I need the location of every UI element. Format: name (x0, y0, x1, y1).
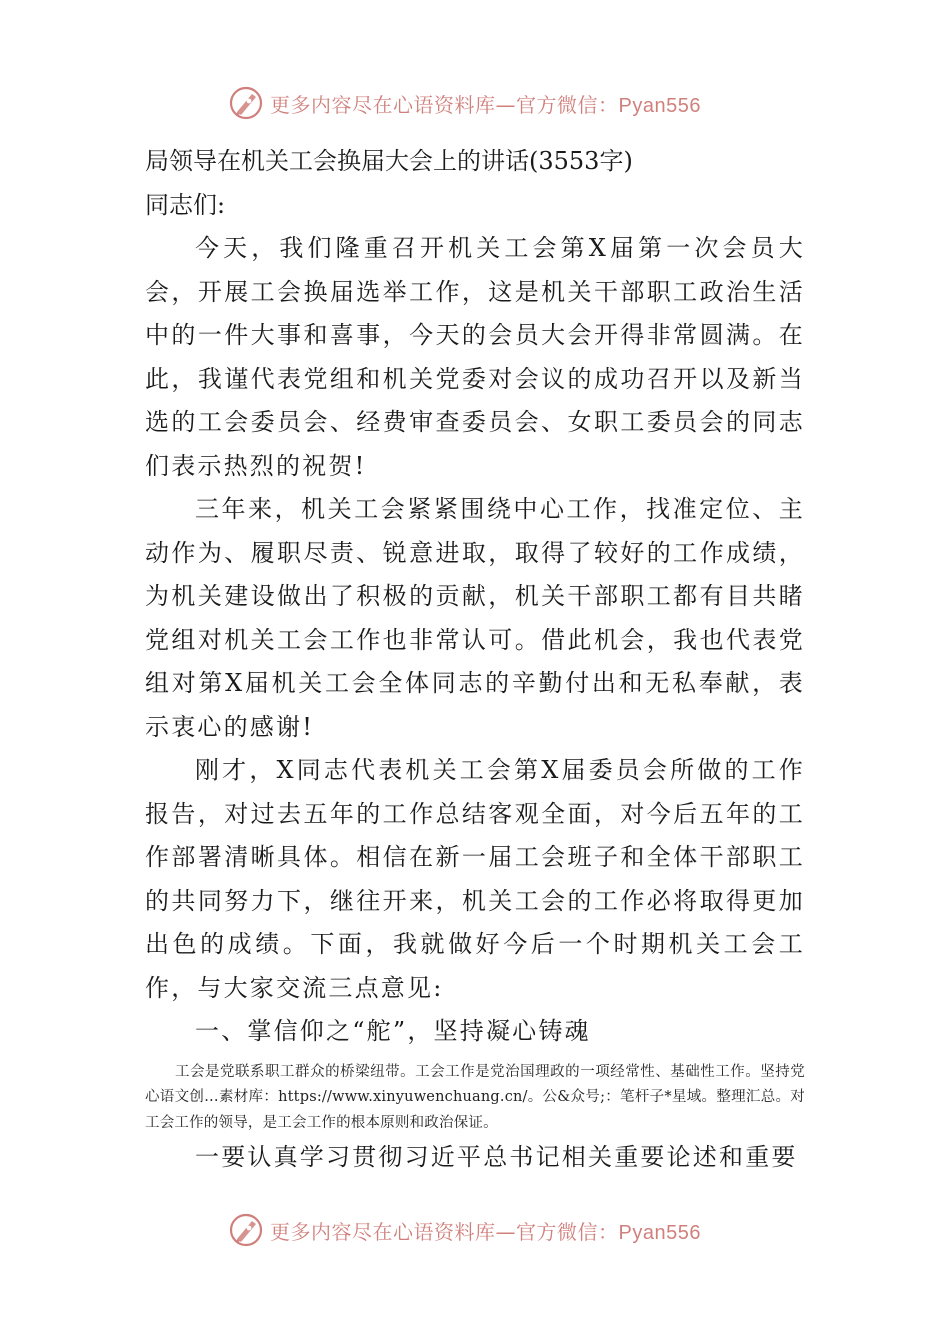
pen-logo-icon (228, 1212, 264, 1248)
header-banner (228, 83, 748, 123)
banner-account: Pyan556 (618, 94, 701, 117)
banner-text: 更多内容尽在心语资料库—官方微信：Pyan556 (270, 92, 701, 117)
footer-banner (228, 1210, 748, 1250)
document-title: 局领导在机关工会换届大会上的讲话(3553字) (145, 147, 633, 175)
pen-logo-icon (228, 85, 264, 121)
paragraph: 今天，我们隆重召开机关工会第X届第一次会员大会，开展工会换届选举工作，这是机关干部职工政治生活中的一件大事和喜事，今天的会员大会开得非常圆满。在此，我谨代表党组和机关党委对会议的成功召开以及新当选的工会委员会、经费审查委员会、女职工委员会的同志们表示热烈的祝贺! (145, 234, 805, 480)
small-note: 工会是党联系职工群众的桥梁纽带。工会工作是党治国理政的一项经常性、基础性工作。坚持党心语文创…素材库：https://www.xinyuwenchuang.cn/。公&众号;：笔杆子*星域。整理汇总。对工会工作的领导，是工会工作的根本原则和政治保证。 (145, 1063, 805, 1131)
banner-text: 更多内容尽在心语资料库—官方微信：Pyan556 (270, 1219, 701, 1244)
paragraph-start: 一要认真学习贯彻习近平总书记相关重要论述和重要 (195, 1143, 798, 1171)
section-heading: 一、掌信仰之“舵”，坚持凝心铸魂 (195, 1017, 591, 1045)
salutation: 同志们: (145, 190, 226, 219)
paragraph: 刚才，X同志代表机关工会第X届委员会所做的工作报告，对过去五年的工作总结客观全面，对今后五年的工作部署清晰具体。相信在新一届工会班子和全体干部职工的共同努力下，继往开来，机关工会的工作必将取得更加出色的成绩。下面，我就做好今后一个时期机关工会工作，与大家交流三点意见: (145, 756, 805, 1002)
banner-account: Pyan556 (618, 1221, 701, 1244)
document-body (145, 140, 805, 1180)
paragraph: 三年来，机关工会紧紧围绕中心工作，找准定位、主动作为、履职尽责、锐意进取，取得了较好的工作成绩，为机关建设做出了积极的贡献，机关干部职工都有目共睹党组对机关工会工作也非常认可。借此机会，我也代表党组对第X届机关工会全体同志的辛勤付出和无私奉献，表示衷心的感谢! (145, 495, 805, 741)
